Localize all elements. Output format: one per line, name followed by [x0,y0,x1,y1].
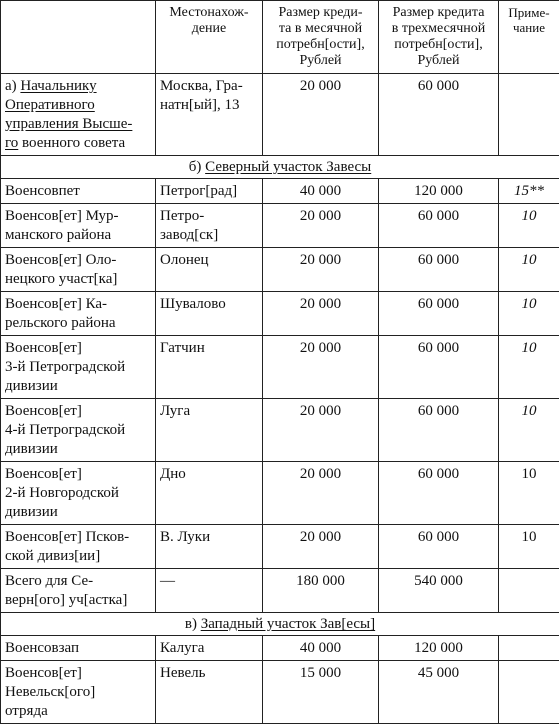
row-name: Военсов[ет] 2-й Новгородской дивизии [1,462,156,525]
row-name: Военсов[ет] Мур- манского района [1,204,156,248]
section-heading-c [1,613,559,636]
header-monthly: Размер креди- та в месячной потребн[ости], Рублей [263,1,379,74]
table-row [1,399,559,462]
row-monthly: 40 000 [263,636,379,661]
header-note: Приме- чание [499,1,559,74]
row-note: 10 [499,248,559,292]
row-note [499,636,559,661]
row-note [499,661,559,724]
row-note: 10 [499,525,559,569]
row-monthly: 40 000 [263,179,379,204]
row-name: Военсов[ет] Оло- нецкого участ[ка] [1,248,156,292]
row-monthly: 20 000 [263,399,379,462]
section-heading-b [1,156,559,179]
header-quarterly: Размер кредита в трехмесячной потребн[ости], Рублей [379,1,499,74]
row-name: Всего для Се- верн[ого] уч[астка] [1,569,156,613]
row-location: Петро- завод[ск] [156,204,263,248]
table-row [1,336,559,399]
section-title-c [1,613,559,636]
row-location: Дно [156,462,263,525]
row-quarterly: 540 000 [379,569,499,613]
row-name: Военсов[ет] 3-й Петроградской дивизии [1,336,156,399]
row-location: Гатчин [156,336,263,399]
table-row [1,462,559,525]
section-prefix-c: в) [185,616,201,632]
row-quarterly: 60 000 [379,336,499,399]
table-row [1,74,559,156]
row-monthly: 20 000 [263,462,379,525]
row-monthly: 20 000 [263,74,379,156]
row-quarterly: 60 000 [379,525,499,569]
row-location: Луга [156,399,263,462]
row-monthly: 20 000 [263,292,379,336]
row-quarterly: 60 000 [379,248,499,292]
row-location: Калуга [156,636,263,661]
row-name: Военсов[ет] Ка- рельского района [1,292,156,336]
row-quarterly: 45 000 [379,661,499,724]
row-location: Олонец [156,248,263,292]
row-note: 15** [499,179,559,204]
row-name: Военсовпет [1,179,156,204]
table-header-row [1,1,559,74]
row-note: 10 [499,462,559,525]
row-name [1,74,156,156]
table-row [1,204,559,248]
row-name: Военсов[ет] Псков- ской дивиз[ии] [1,525,156,569]
header-name-cell [1,1,156,74]
section-title-text-c: Западный участок Зав[есы] [201,616,375,632]
row-location: Петрог[рад] [156,179,263,204]
row-quarterly: 60 000 [379,462,499,525]
table-row [1,292,559,336]
row-monthly: 20 000 [263,525,379,569]
row-location: — [156,569,263,613]
row-note [499,74,559,156]
row-quarterly: 60 000 [379,74,499,156]
table-row [1,661,559,724]
row-name-link: Начальнику Оперативного управления Высше- го [5,78,132,151]
row-note: 10 [499,204,559,248]
section-title-text-b: Северный участок Завесы [205,159,371,175]
row-monthly: 15 000 [263,661,379,724]
row-name: Военсов[ет] Невельск[ого] отряда [1,661,156,724]
row-name-prefix: а) [5,78,20,94]
table-row [1,179,559,204]
row-note: 10 [499,292,559,336]
row-location: В. Луки [156,525,263,569]
row-location: Москва, Гра- натн[ый], 13 [156,74,263,156]
row-monthly: 180 000 [263,569,379,613]
row-monthly: 20 000 [263,204,379,248]
row-monthly: 20 000 [263,336,379,399]
row-note: 10 [499,336,559,399]
section-prefix-b: б) [189,159,205,175]
table-row [1,636,559,661]
section-title-b [1,156,559,179]
row-quarterly: 120 000 [379,179,499,204]
row-name: Военсов[ет] 4-й Петроградской дивизии [1,399,156,462]
header-location: Местонахож- дение [156,1,263,74]
row-note: 10 [499,399,559,462]
table-row [1,248,559,292]
row-note [499,569,559,613]
row-quarterly: 60 000 [379,204,499,248]
row-name: Военсовзап [1,636,156,661]
row-quarterly: 60 000 [379,292,499,336]
row-location: Шувалово [156,292,263,336]
row-quarterly: 60 000 [379,399,499,462]
table-row [1,525,559,569]
row-location: Невель [156,661,263,724]
row-monthly: 20 000 [263,248,379,292]
table-row [1,569,559,613]
row-quarterly: 120 000 [379,636,499,661]
row-name-suffix: военного совета [18,135,125,151]
